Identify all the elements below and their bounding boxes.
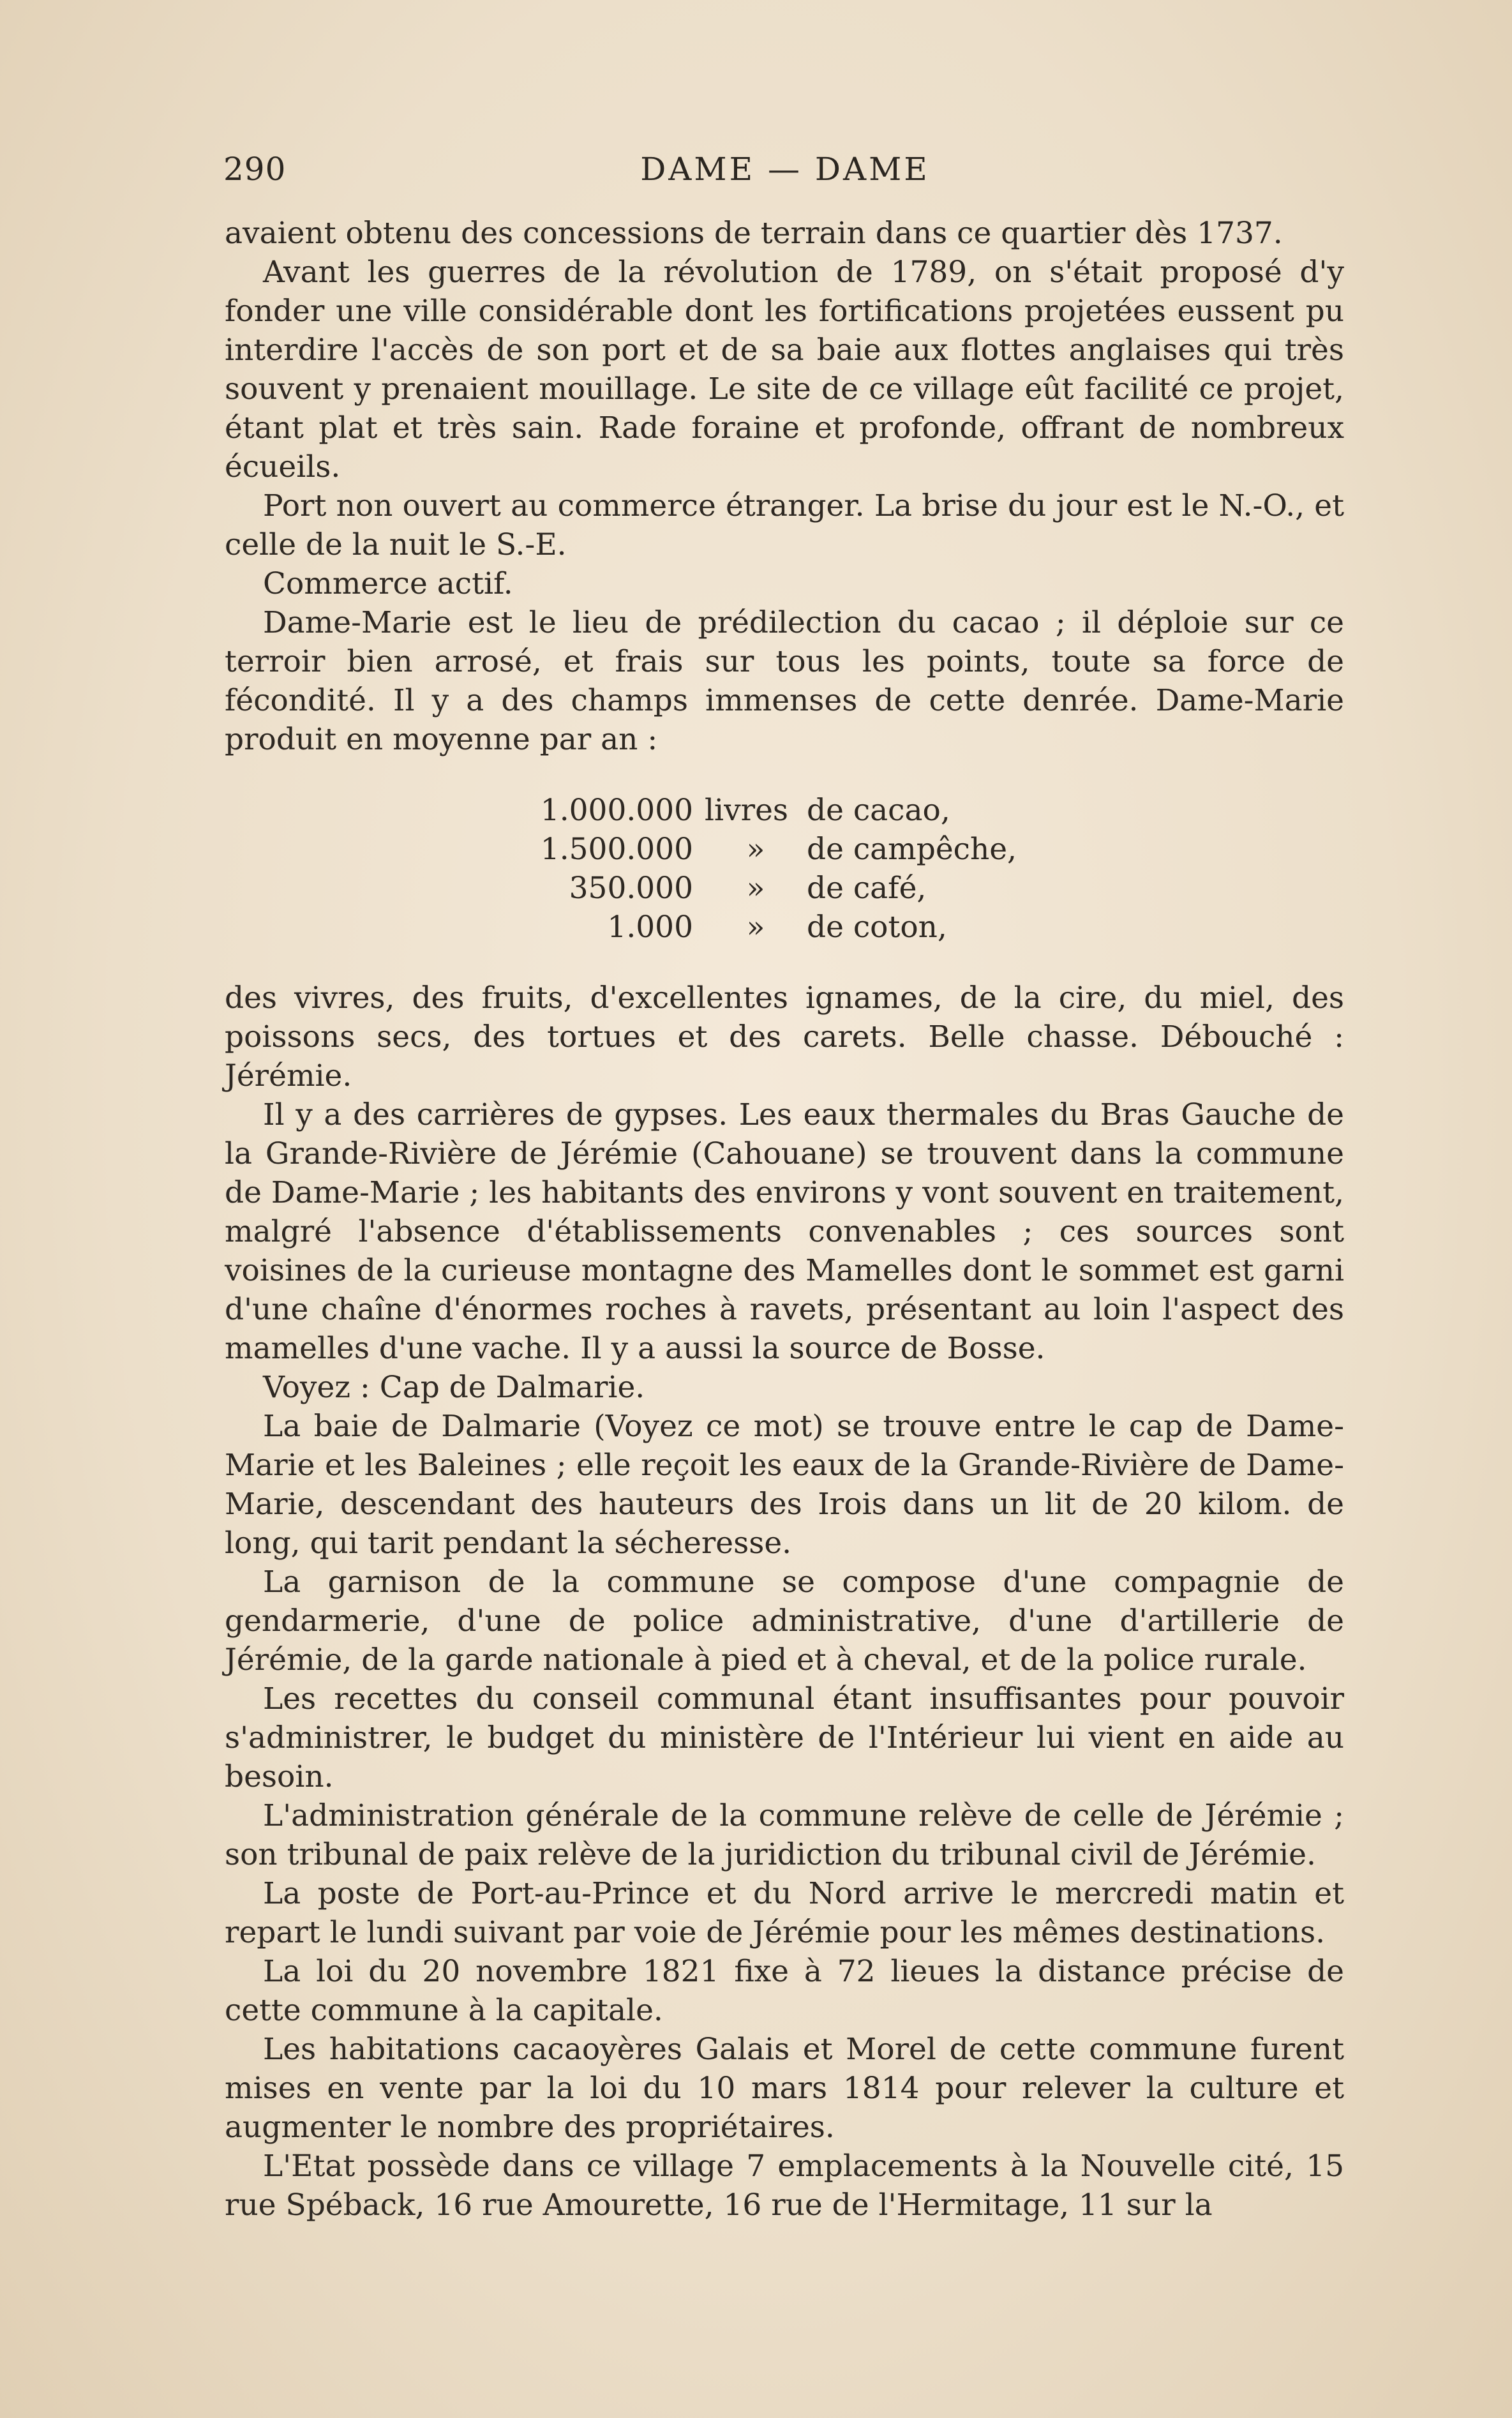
paragraph: Voyez : Cap de Dalmarie. — [263, 1370, 645, 1405]
production-row — [534, 830, 1017, 869]
page-header — [223, 151, 1347, 195]
paragraph: Les recettes du conseil communal étant insuffisantes pour pouvoir s'administrer, le budget du ministère de l'Intérieur lui vient en aide au besoin. — [225, 1681, 1344, 1794]
paragraph: Avant les guerres de la révolution de 1789, on s'était proposé d'y fonder une ville considérable dont les fortifications projetées eussent pu interdire l'accès de son port et de sa baie aux flottes anglaises qui très souvent y prenaient mouillage. Le site de ce village eût facilité ce projet, étant plat et très sain. Rade foraine et profonde, offrant de nombreux écueils. — [225, 255, 1344, 484]
running-head: DAME — DAME — [640, 151, 930, 188]
production-row — [534, 869, 1017, 908]
paragraph: La loi du 20 novembre 1821 fixe à 72 lieues la distance précise de cette commune à la capitale. — [225, 1954, 1344, 2028]
paragraph: des vivres, des fruits, d'excellentes ignames, de la cire, du miel, des poissons secs, des tortues et des carets. Belle chasse. Débouché : Jérémie. — [225, 980, 1344, 1093]
paragraph: Port non ouvert au commerce étranger. La brise du jour est le N.-O., et celle de la nuit le S.-E. — [225, 488, 1344, 562]
production-table — [534, 791, 1017, 947]
production-quantity: 350.000 — [569, 871, 693, 906]
paragraph: avaient obtenu des concessions de terrain dans ce quartier dès 1737. — [225, 216, 1283, 251]
production-unit: livres — [705, 793, 789, 828]
paragraph: Les habitations cacaoyères Galais et Morel de cette commune furent mises en vente par la loi du 10 mars 1814 pour relever la culture et augmenter le nombre des propriétaires. — [225, 2032, 1344, 2145]
paragraph: Il y a des carrières de gypses. Les eaux thermales du Bras Gauche de la Grande-Rivière de Jérémie (Cahouane) se trouvent dans la commune de Dame-Marie ; les habitants des environs y vont souvent en traitement, malgré l'absence d'établissements convenables ; ces sources sont voisines de la curieuse montagne des Mamelles dont le sommet est garni d'une chaîne d'énormes roches à ravets, présentant au loin l'aspect des mamelles d'une vache. Il y a aussi la source de Bosse. — [225, 1097, 1344, 1366]
production-item: de campêche, — [807, 832, 1017, 867]
production-unit: » — [746, 910, 765, 945]
paragraph: La poste de Port-au-Prince et du Nord arrive le mercredi matin et repart le lundi suivant par voie de Jérémie pour les mêmes destinations. — [225, 1876, 1344, 1950]
body-text — [225, 214, 1344, 2225]
production-row — [534, 791, 1017, 830]
production-item: de café, — [807, 871, 927, 906]
production-row — [534, 908, 1017, 947]
production-quantity: 1.000.000 — [540, 793, 693, 828]
production-unit: » — [746, 832, 765, 867]
paragraph: Dame-Marie est le lieu de prédilection du cacao ; il déploie sur ce terroir bien arrosé, et frais sur tous les points, toute sa force de fécondité. Il y a des champs immenses de cette denrée. Dame-Marie produit en moyenne par an : — [225, 605, 1344, 757]
paragraph: Commerce actif. — [263, 566, 513, 601]
production-quantity: 1.500.000 — [540, 832, 693, 867]
paragraph: L'administration générale de la commune relève de celle de Jérémie ; son tribunal de paix relève de la juridiction du tribunal civil de Jérémie. — [225, 1798, 1344, 1872]
paragraph: L'Etat possède dans ce village 7 emplacements à la Nouvelle cité, 15 rue Spéback, 16 rue Amourette, 16 rue de l'Hermitage, 11 sur la — [225, 2149, 1344, 2223]
production-unit: » — [746, 871, 765, 906]
paragraph: La baie de Dalmarie (Voyez ce mot) se trouve entre le cap de Dame-Marie et les Baleines ; elle reçoit les eaux de la Grande-Rivière de Dame-Marie, descendant des hauteurs des Irois dans un lit de 20 kilom. de long, qui tarit pendant la sécheresse. — [225, 1409, 1344, 1561]
production-item: de cacao, — [807, 793, 950, 828]
production-quantity: 1.000 — [607, 910, 693, 945]
paragraph: La garnison de la commune se compose d'une compagnie de gendarmerie, d'une de police administrative, d'une d'artillerie de Jérémie, de la garde nationale à pied et à cheval, et de la police rurale. — [225, 1565, 1344, 1678]
production-item: de coton, — [807, 910, 947, 945]
page-number: 290 — [223, 151, 287, 188]
